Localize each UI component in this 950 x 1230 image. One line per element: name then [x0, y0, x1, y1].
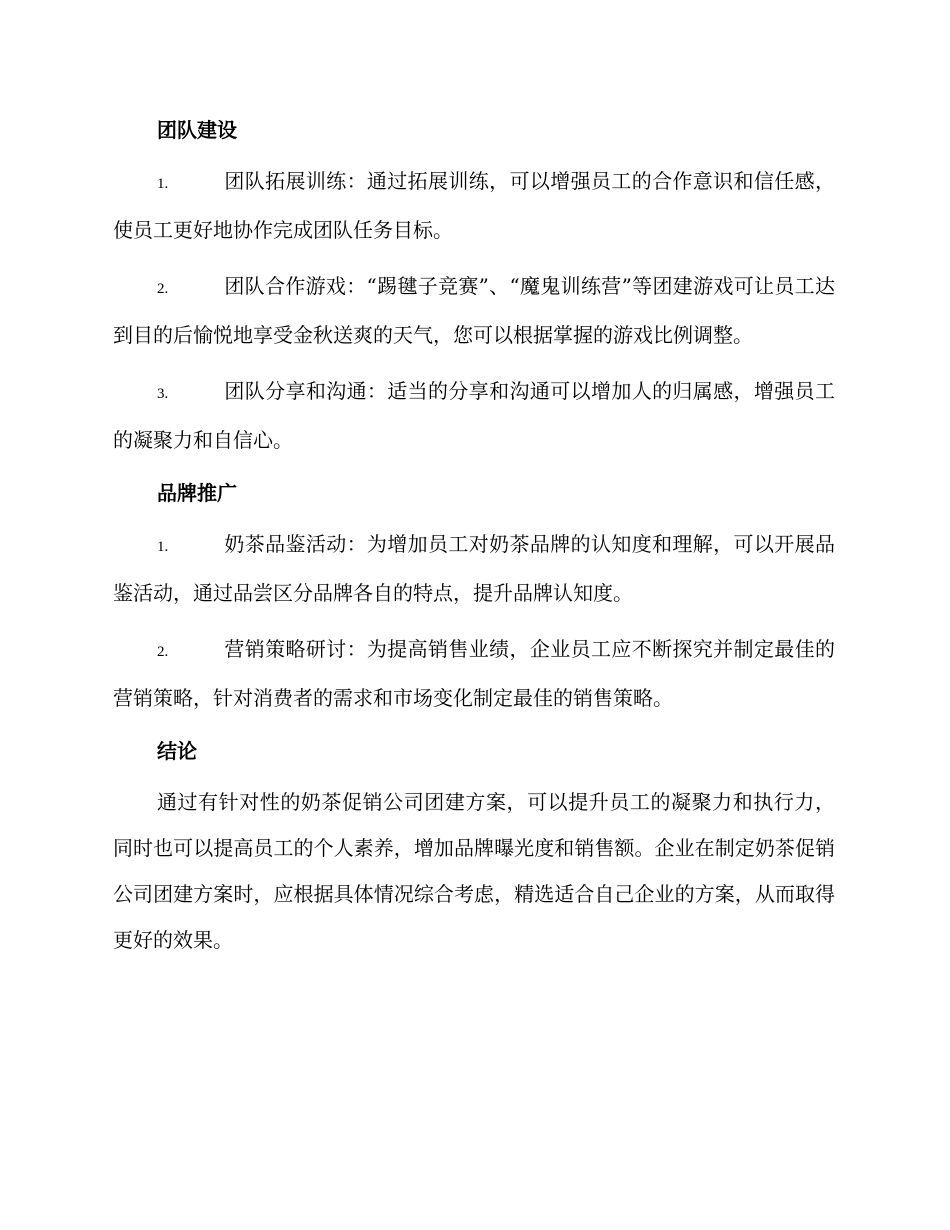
list-item [113, 521, 835, 616]
list-number: 1. [157, 539, 169, 555]
list-number: 2. [157, 644, 169, 660]
list-number: 2. [157, 281, 169, 297]
list-item-text: 团队拓展训练：通过拓展训练，可以增强员工的合作意识和信任感，使员工更好地协作完成团队任务目标。 [113, 169, 835, 242]
list-number: 1. [157, 176, 169, 192]
conclusion-paragraph: 通过有针对性的奶茶促销公司团建方案，可以提升员工的凝聚力和执行力，同时也可以提高员工的个人素养，增加品牌曝光度和销售额。企业在制定奶茶促销公司团建方案时，应根据具体情况综合考虑，精选适合自己企业的方案，从而取得更好的效果。 [113, 790, 835, 952]
list-item [113, 626, 835, 721]
list-item-text: 营销策略研讨：为提高销售业绩，企业员工应不断探究并制定最佳的营销策略，针对消费者的需求和市场变化制定最佳的销售策略。 [113, 637, 835, 710]
list-number: 3. [157, 386, 169, 402]
section-heading-conclusion: 结论 [157, 739, 197, 763]
list-item-text: 团队分享和沟通：适当的分享和沟通可以增加人的归属感，增强员工的凝聚力和自信心。 [113, 379, 835, 452]
list-item [113, 368, 835, 463]
list-item-text: 奶茶品鉴活动：为增加员工对奶茶品牌的认知度和理解，可以开展品鉴活动，通过品尝区分品牌各自的特点，提升品牌认知度。 [113, 532, 835, 605]
section-heading-team-building: 团队建设 [157, 118, 237, 142]
document-page [113, 110, 835, 973]
section-heading-brand-promotion: 品牌推广 [157, 481, 237, 505]
list-item-text: 团队合作游戏：“踢毽子竞赛”、“魔鬼训练营”等团建游戏可让员工达到目的后愉悦地享受金秋送爽的天气，您可以根据掌握的游戏比例调整。 [113, 274, 835, 347]
list-item [113, 158, 835, 253]
list-item [113, 263, 835, 358]
